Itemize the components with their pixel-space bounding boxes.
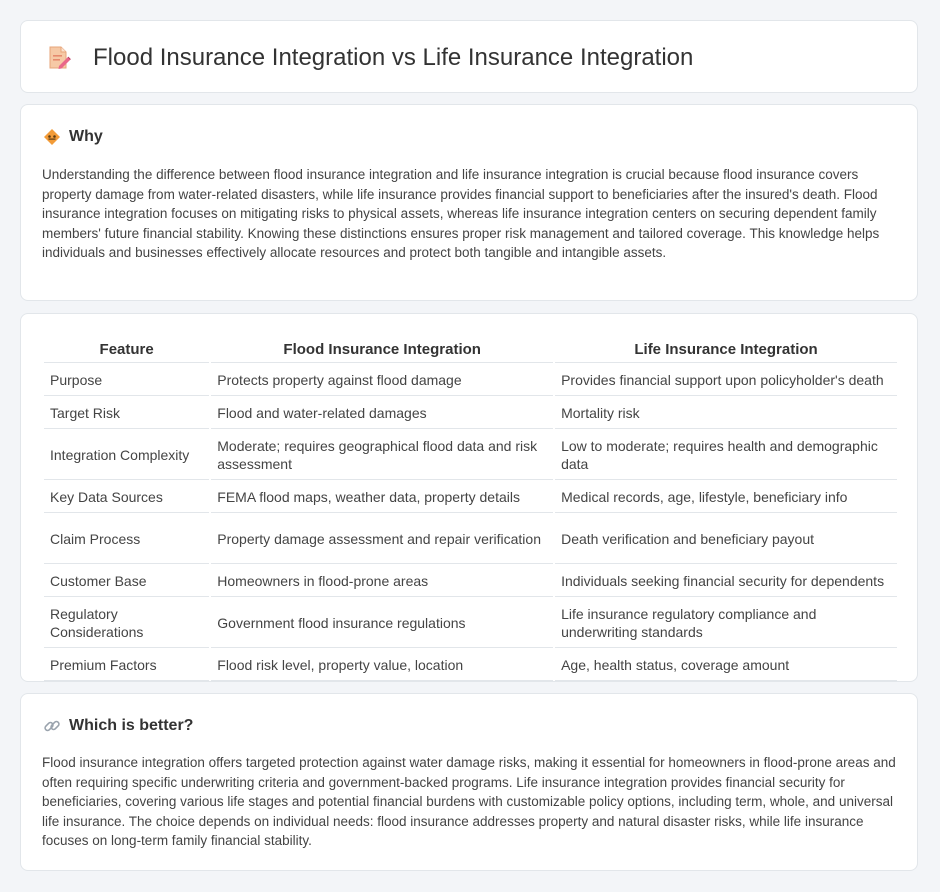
cell-flood: Homeowners in flood-prone areas — [211, 566, 553, 597]
cell-flood: Property damage assessment and repair verification — [211, 515, 553, 564]
cell-feature: Premium Factors — [44, 650, 209, 681]
better-paragraph: Flood insurance integration offers targeted protection against water damage risks, making it essential for homeowners in flood-prone areas and often requiring specific underwriting criteria and government-backed programs. Life insurance integration provides financial security for beneficiaries, covering various life stages and potential financial burdens with customizable policy options, including term, whole, and universal life insurance. The choice depends on individual needs: flood insurance addresses property and natural disaster risks, while life insurance focuses on long-term family financial stability. — [42, 755, 896, 849]
header-flood: Flood Insurance Integration — [211, 336, 553, 363]
warning-sign-icon — [43, 128, 61, 146]
cell-life: Death verification and beneficiary payout — [555, 515, 897, 564]
header-feature: Feature — [44, 336, 209, 363]
table-row — [44, 482, 897, 513]
cell-feature: Key Data Sources — [44, 482, 209, 513]
cell-flood: Protects property against flood damage — [211, 365, 553, 396]
cell-life: Mortality risk — [555, 398, 897, 429]
better-card — [20, 693, 918, 871]
cell-feature: Claim Process — [44, 515, 209, 564]
cell-feature: Purpose — [44, 365, 209, 396]
why-card — [20, 104, 918, 301]
table-row — [44, 515, 897, 564]
cell-feature: Integration Complexity — [44, 431, 209, 480]
page-title: Flood Insurance Integration vs Life Insurance Integration — [93, 44, 694, 71]
table-row — [44, 398, 897, 429]
table-row — [44, 431, 897, 480]
header-life: Life Insurance Integration — [555, 336, 897, 363]
cell-flood: Flood risk level, property value, location — [211, 650, 553, 681]
cell-flood: FEMA flood maps, weather data, property details — [211, 482, 553, 513]
better-heading-row — [43, 716, 193, 736]
cell-feature: Customer Base — [44, 566, 209, 597]
cell-life: Individuals seeking financial security for dependents — [555, 566, 897, 597]
table-row — [44, 650, 897, 681]
cell-flood: Flood and water-related damages — [211, 398, 553, 429]
comparison-card — [20, 313, 918, 682]
title-row — [47, 43, 693, 73]
cell-life: Life insurance regulatory compliance and underwriting standards — [555, 599, 897, 648]
cell-life: Age, health status, coverage amount — [555, 650, 897, 681]
cell-flood: Government flood insurance regulations — [211, 599, 553, 648]
why-heading: Why — [69, 128, 103, 145]
comparison-table — [42, 334, 899, 683]
document-pencil-icon — [47, 45, 71, 71]
cell-life: Provides financial support upon policyholder's death — [555, 365, 897, 396]
link-icon — [43, 717, 61, 735]
better-heading: Which is better? — [69, 717, 194, 734]
table-header-row — [44, 336, 897, 363]
why-paragraph: Understanding the difference between flood insurance integration and life insurance integration is crucial because flood insurance covers property damage from water-related disasters, while life insurance provides financial support to beneficiaries after the insured's death. Flood insurance integration focuses on mitigating risks to physical assets, whereas life insurance integration centers on securing dependent family members' future financial stability. Knowing these distinctions ensures proper risk management and tailored coverage. This knowledge helps individuals and businesses effectively allocate resources and protect both tangible and intangible assets. — [42, 167, 880, 261]
cell-flood: Moderate; requires geographical flood data and risk assessment — [211, 431, 553, 480]
why-heading-row — [43, 127, 103, 147]
title-card — [20, 20, 918, 93]
table-row — [44, 599, 897, 648]
table-row — [44, 365, 897, 396]
cell-life: Low to moderate; requires health and demographic data — [555, 431, 897, 480]
cell-life: Medical records, age, lifestyle, beneficiary info — [555, 482, 897, 513]
table-row — [44, 566, 897, 597]
cell-feature: Regulatory Considerations — [44, 599, 209, 648]
cell-feature: Target Risk — [44, 398, 209, 429]
